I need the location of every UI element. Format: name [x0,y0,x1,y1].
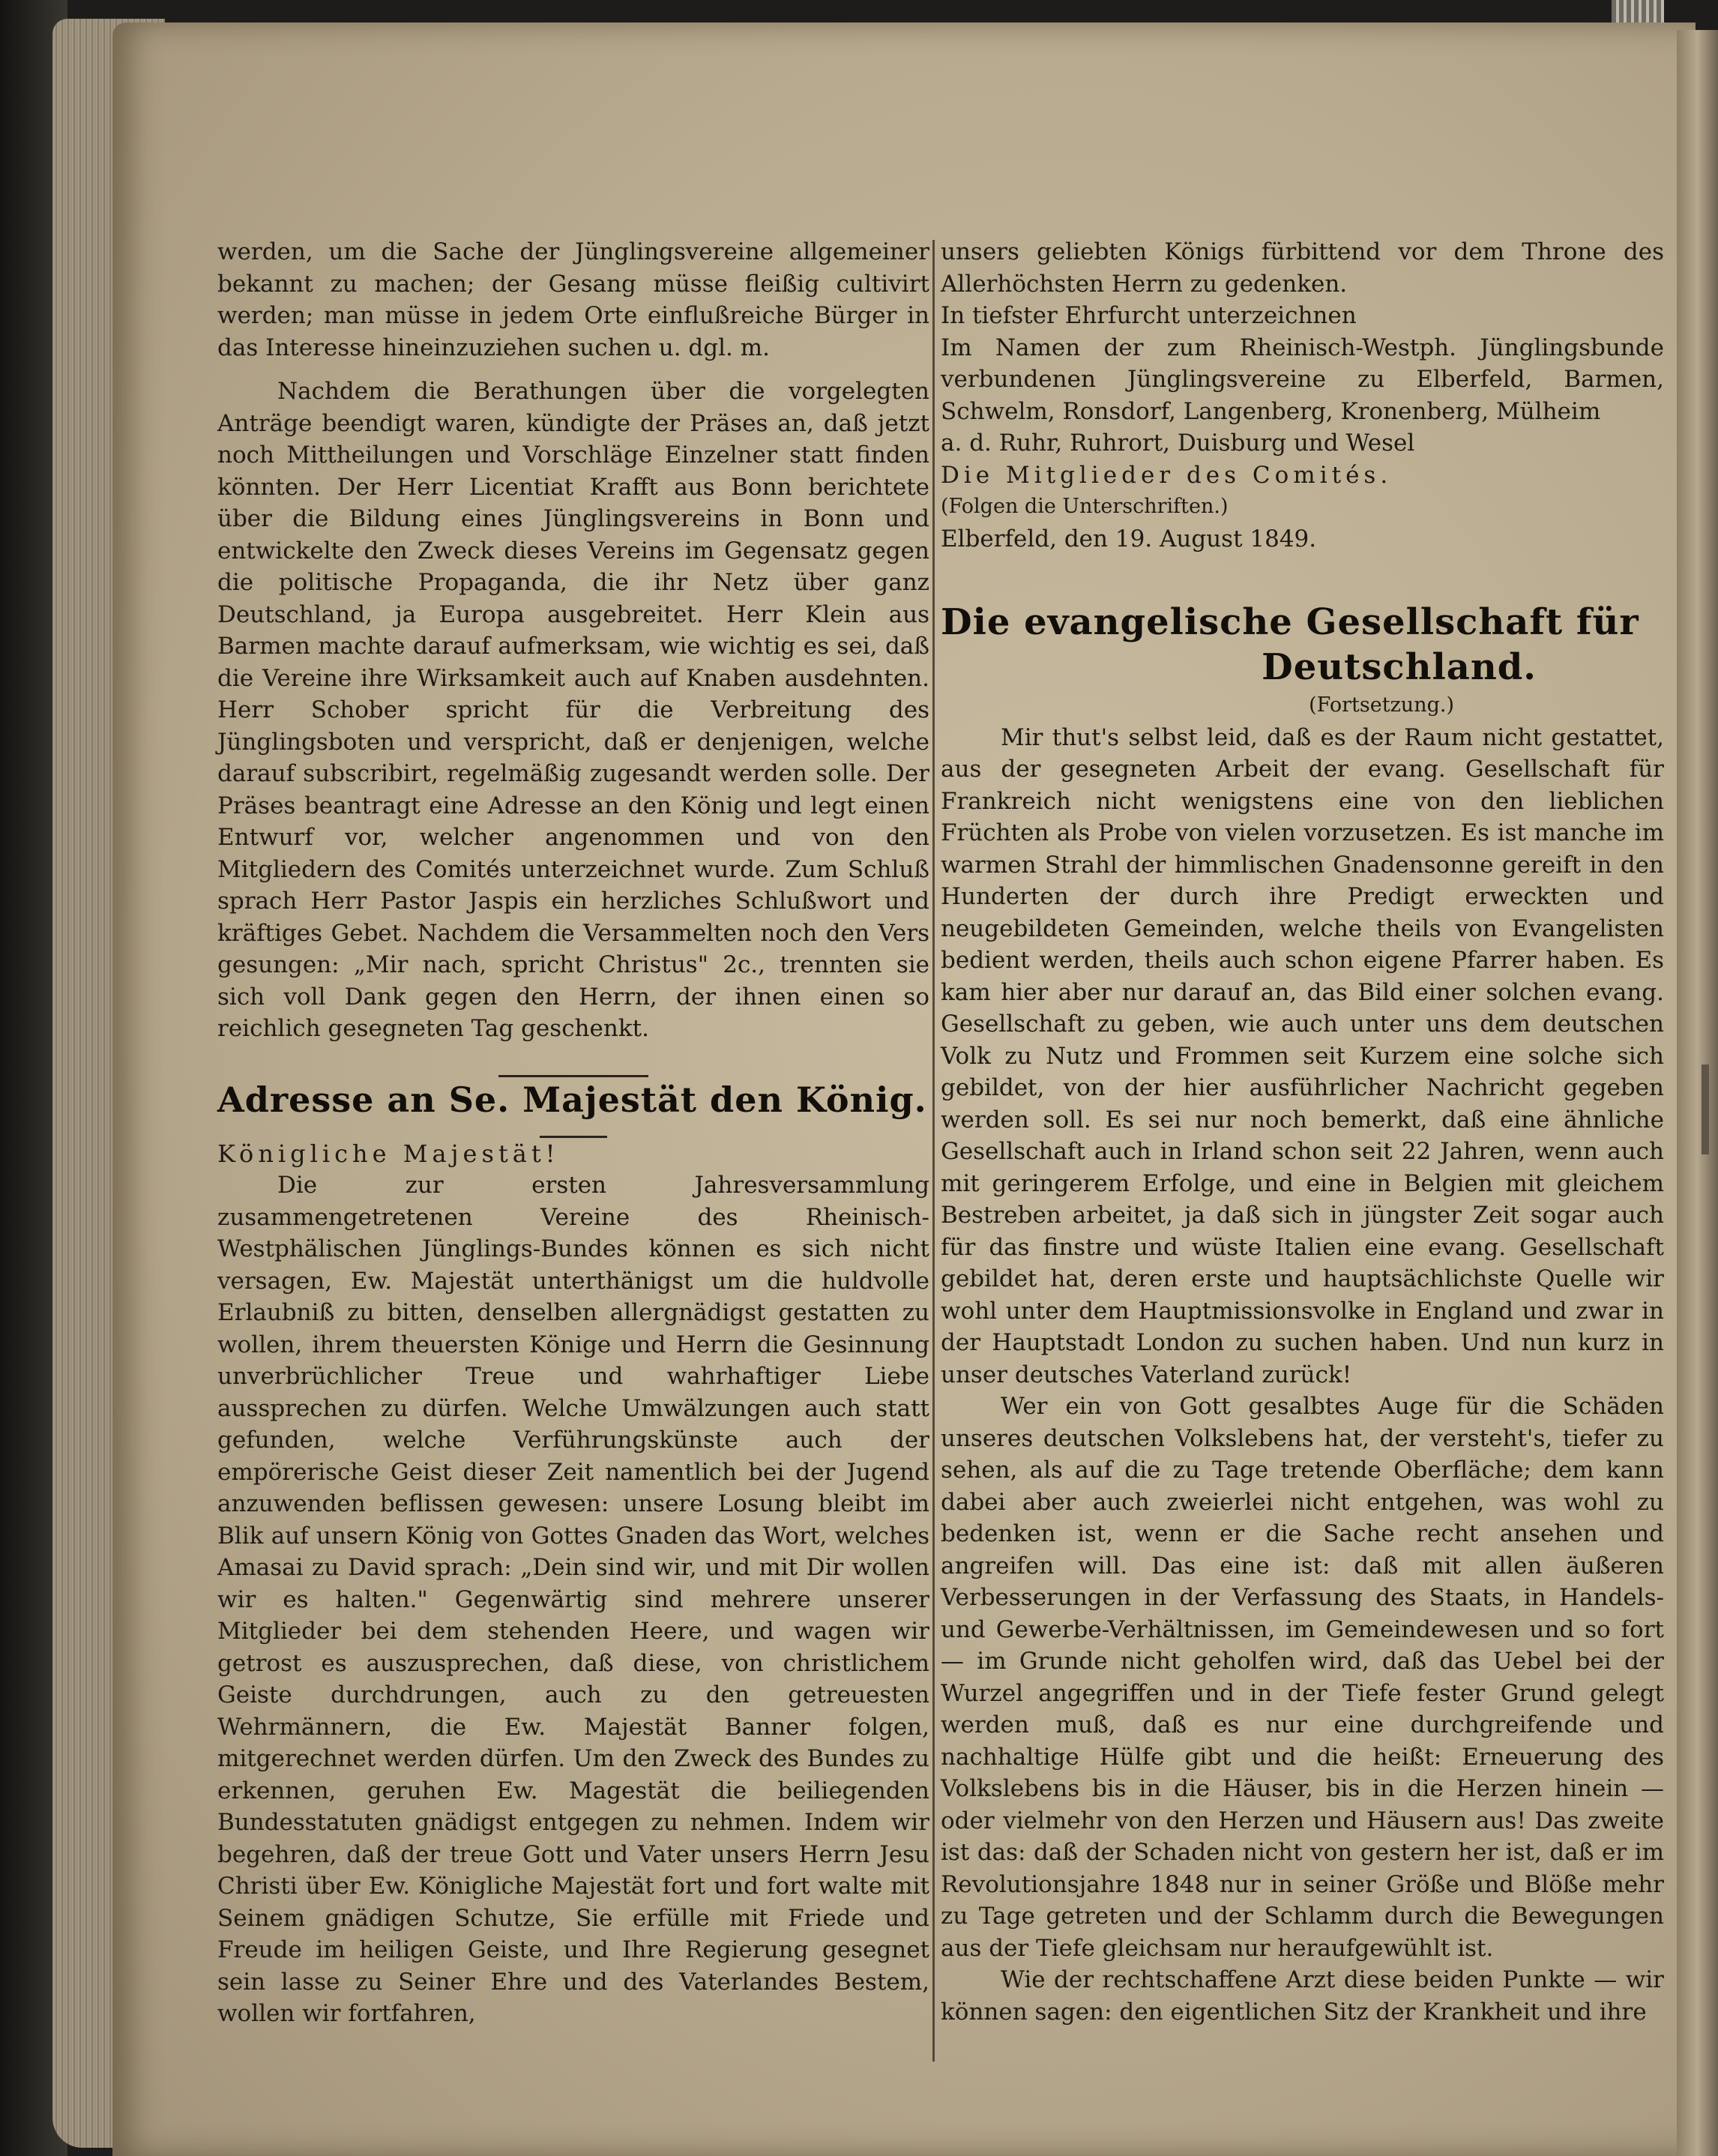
section-headline: Die evangelische Gesellschaft für [941,601,1639,643]
paragraph: unsers geliebten Königs fürbittend vor dem Throne des Allerhöchsten Herrn zu gedenken. [941,238,1664,298]
section-headline: Adresse an Se. Majestät den König. [217,1079,927,1120]
column-rule [932,240,935,2062]
signatures-note: (Folgen die Unterschriften.) [941,495,1229,518]
paragraph: Wie der rechtschaffene Arzt diese beiden Punkte — wir können sagen: den eigentlichen Sitz der Krankheit und ihre [941,1966,1664,2026]
signature-line: In tiefster Ehrfurcht unterzeichnen [941,302,1357,329]
signature-block [941,300,1664,555]
right-column [941,236,1664,2028]
right-page-edge [1677,30,1718,2156]
signature-line: a. d. Ruhr, Ruhrort, Duisburg und Wesel [941,430,1415,457]
paragraph: Nachdem die Berathungen über die vorgelegten Anträge beendigt waren, kündigte der Präses an, daß jetzt noch Mittheilungen und Vorschläge Einzelner statt finden könnten. Der Herr Licentiat Krafft aus Bonn berichtete über die Bildung eines Jünglingsvereins in Bonn und entwickelte den Zweck dieses Vereins im Gegensatz gegen die politische Propaganda, die ihr Netz über ganz Deutschland, ja Europa ausgebreitet. Herr Klein aus Barmen machte darauf aufmerksam, wie wichtig es sei, daß die Vereine ihre Wirksamkeit auch auf Knaben ausdehnten. Herr Schober spricht für die Verbreitung des Jünglingsboten und verspricht, daß er denjenigen, welche darauf subscribirt, regelmäßig zugesandt werden solle. Der Präses beantragt eine Adresse an den König und legt einen Entwurf vor, welcher angenommen und von den Mitgliedern des Comités unterzeichnet wurde. Zum Schluß sprach Herr Pastor Jaspis ein herzliches Schlußwort und kräftiges Gebet. Nachdem die Versammelten noch den Vers gesungen: „Mir nach, spricht Christus" 2c., trennten sie sich voll Dank gegen den Herrn, der ihnen einen so reichlich gesegneten Tag geschenkt. [217,378,929,1042]
continued-note: (Fortsetzung.) [1309,693,1454,717]
signature-line: Im Namen der zum Rheinisch-Westph. Jünglingsbunde verbundenen Jünglingsvereine zu Elberfeld, Barmen, Schwelm, Ronsdorf, Langenberg, Kronenberg, Mülheim [941,334,1664,425]
date-line: Elberfeld, den 19. August 1849. [941,525,1317,552]
committee-line: Die Mitglieder des Comités. [941,461,1393,489]
paragraph: werden, um die Sache der Jünglingsvereine allgemeiner bekannt zu machen; der Gesang müsse fleißig cultivirt werden; man müsse in jedem Orte einflußreiche Bürger in das Interesse hineinzuziehen suchen u. dgl. m. [217,238,929,361]
section-headline: Deutschland. [1262,646,1537,688]
left-column [217,236,929,2030]
paragraph: Mir thut's selbst leid, daß es der Raum nicht gestattet, aus der gesegneten Arbeit der evang. Gesellschaft für Frankreich nicht wenigstens eine von den lieblichen Früchten als Probe von vielen vorzusetzen. Es ist manche im warmen Strahl der himmlischen Gnadensonne gereift in den Hunderten der durch ihre Predigt erweckten und neugebildeten Gemeinden, welche theils von Evangelisten bedient werden, theils auch schon eigene Pfarrer haben. Es kam hier aber nur darauf an, das Bild einer solchen evang. Gesellschaft zu geben, wie auch unter uns dem deutschen Volk zu Nutz und Frommen seit Kurzem eine solche sich gebildet, von der hier ausführlicher Nachricht gegeben werden soll. Es sei nur noch bemerkt, daß eine ähnliche Gesellschaft auch in Irland schon seit 22 Jahren, wenn auch mit geringerem Erfolge, und eine in Belgien mit gleichem Bestreben arbeitet, ja daß sich in jüngster Zeit sogar auch für das finstre und wüste Italien eine evang. Gesellschaft gebildet hat, deren erste und hauptsächlichste Quelle wir wohl unter dem Hauptmissionsvolke in England und zwar in der Hauptstadt London zu suchen haben. Und nun kurz in unser deutsches Vaterland zurück! [941,723,1664,1388]
paragraph: Die zur ersten Jahresversammlung zusammengetretenen Vereine des Rheinisch-Westphälischen Jünglings-Bundes können es sich nicht versagen, Ew. Majestät unterthänigst um die huldvolle Erlaubniß zu bitten, denselben allergnädigst gestatten zu wollen, ihrem theuersten Könige und Herrn die Gesinnung unverbrüchlicher Treue und wahrhaftiger Liebe aussprechen zu dürfen. Welche Umwälzungen auch statt gefunden, welche Verführungskünste auch der empörerische Geist dieser Zeit namentlich bei der Jugend anzuwenden beflissen gewesen: unsere Losung bleibt im Blik auf unsern König von Gottes Gnaden das Wort, welches Amasai zu David sprach: „Dein sind wir, und mit Dir wollen wir es halten." Gegenwärtig sind mehrere unserer Mitglieder bei dem stehenden Heere, und wagen wir getrost es auszusprechen, daß diese, von christlichem Geiste durchdrungen, auch zu den getreuesten Wehrmännern, die Ew. Majestät Banner folgen, mitgerechnet werden dürfen. Um den Zweck des Bundes zu erkennen, geruhen Ew. Magestät die beiliegenden Bundesstatuten gnädigst entgegen zu nehmen. Indem wir begehren, daß der treue Gott und Vater unsers Herrn Jesu Christi über Ew. Königliche Majestät fort und fort walte mit Seinem gnädigen Schutze, Sie erfülle mit Friede und Freude im heiligen Geiste, und Ihre Regierung gesegnet sein lasse zu Seiner Ehre und des Vaterlandes Bestem, wollen wir fortfahren, [217,1172,929,2027]
paragraph: Wer ein von Gott gesalbtes Auge für die Schäden unseres deutschen Volkslebens hat, der versteht's, tiefer zu sehen, als auf die zu Tage tretende Oberfläche; dem kann dabei aber auch zweierlei nicht entgehen, was wohl zu bedenken ist, wenn er die Sache recht ansehen und angreifen will. Das eine ist: daß mit allen äußeren Verbesserungen in der Verfassung des Staats, in Handels- und Gewerbe-Verhältnissen, im Gemeindewesen und so fort — im Grunde nicht geholfen wird, daß das Uebel bei der Wurzel angegriffen und in der Tiefe fester Grund gelegt werden muß, daß es nur eine durchgreifende und nachhaltige Hülfe gibt und die heißt: Erneuerung des Volkslebens bis in die Häuser, bis in die Herzen hinein — oder vielmehr von den Herzen und Häusern aus! Das zweite ist das: daß der Schaden nicht von gestern her ist, daß er im Revolutionsjahre 1848 nur in seiner Größe und Blöße mehr zu Tage getreten und der Schlamm durch die Bewegungen aus der Tiefe gleichsam nur heraufgewühlt ist. [941,1393,1664,1962]
pencil-mark [1702,1065,1709,1154]
salutation: Königliche Majestät! [217,1139,560,1168]
